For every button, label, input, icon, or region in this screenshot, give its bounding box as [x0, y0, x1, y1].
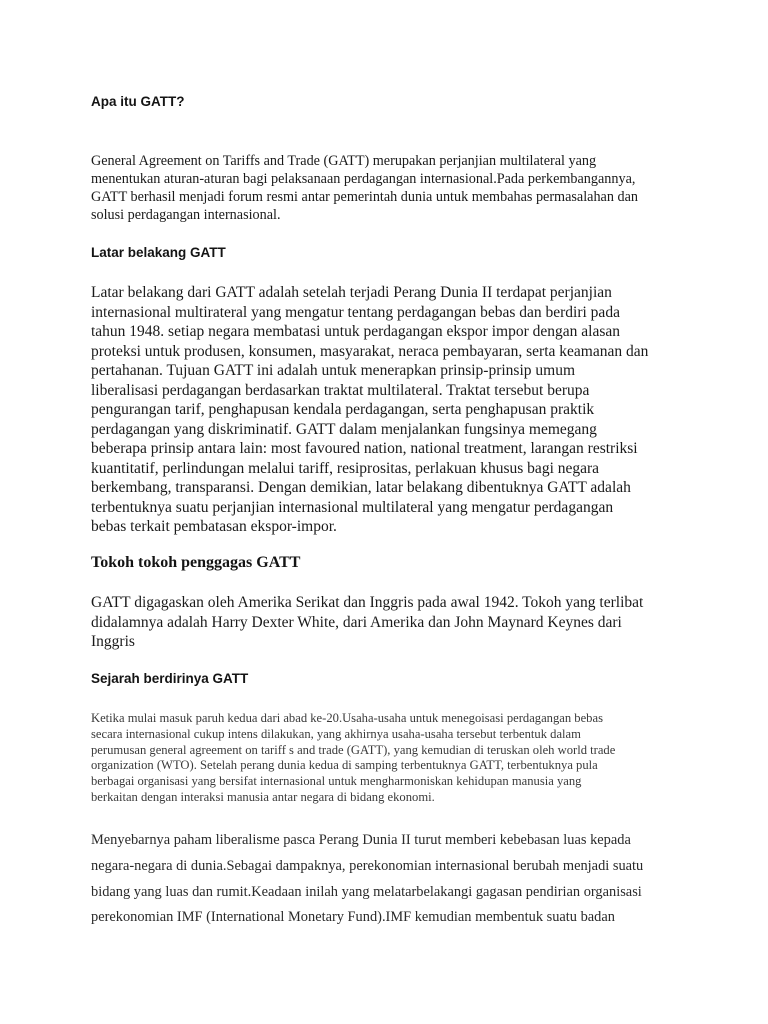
heading-sejarah-berdirinya: Sejarah berdirinya GATT — [91, 671, 249, 686]
paragraph-tokoh-penggagas — [91, 593, 691, 652]
text-line: Ketika mulai masuk paruh kedua dari abad ke-20.Usaha-usaha untuk menegoisasi perdagangan bebas — [91, 711, 603, 725]
text-line: tahun 1948. setiap negara membatasi untuk perdagangan ekspor impor dengan alasan — [91, 323, 620, 340]
text-line: internasional multirateral yang mengatur tentang perdagangan bebas dan berdiri pada — [91, 303, 620, 321]
text-line: secara internasional cukup intens dilakukan, yang akhirnya usaha-usaha tersebut terbentuk dalam — [91, 726, 581, 741]
text-line: menentukan aturan-aturan bagi pelaksanaan perdagangan internasional.Pada perkembangannya, — [91, 170, 636, 187]
text-line: pengurangan tarif, penghapusan kendala perdagangan, serta penghapusan praktik — [91, 401, 595, 418]
heading-latar-belakang: Latar belakang GATT — [91, 245, 226, 260]
text-line: GATT berhasil menjadi forum resmi antar pemerintah dunia untuk membahas permasalahan dan — [91, 188, 638, 205]
text-line: proteksi untuk produsen, konsumen, masyarakat, neraca pembayaran, serta keamanan dan — [91, 342, 649, 360]
text-line: kuantitatif, perlindungan melalui tariff, resiprositas, perlakuan khusus bagi negara — [91, 459, 600, 477]
text-line: berbagai organisasi yang bersifat internasional untuk mengharmoniskan kehidupan manusia yang — [91, 774, 582, 789]
text-line: Latar belakang dari GATT adalah setelah terjadi Perang Dunia II terdapat perjanjian — [91, 284, 612, 301]
text-line: Inggris — [91, 633, 135, 650]
text-line: pertahanan. Tujuan GATT ini adalah untuk menerapkan prinsip-prinsip umum — [91, 362, 576, 379]
text-line: terbentuknya suatu perjanjian internasional multilateral yang mengatur perdagangan — [91, 498, 614, 516]
paragraph-apa-itu-gatt — [91, 153, 691, 225]
paragraph-sejarah-2 — [91, 828, 691, 931]
text-line: solusi perdagangan internasional. — [91, 206, 281, 223]
text-line: organization (WTO). Setelah perang dunia kedua di samping terbentuknya GATT, terbentuknya pula — [91, 758, 598, 773]
text-line: negara-negara di dunia.Sebagai dampaknya, perekonomian internasional berubah menjadi suatu — [91, 857, 644, 874]
text-line: GATT digagaskan oleh Amerika Serikat dan Inggris pada awal 1942. Tokoh yang terlibat — [91, 594, 644, 611]
text-line: perumusan general agreement on tariff s and trade (GATT), yang kemudian di teruskan oleh world trade — [91, 742, 616, 757]
text-line: berkembang, transparansi. Dengan demikian, latar belakang dibentuknya GATT adalah — [91, 479, 631, 496]
text-line: perdagangan yang diskriminatif. GATT dalam menjalankan fungsinya memegang — [91, 420, 597, 438]
text-line: liberalisasi perdagangan berdasarkan traktat multilateral. Traktat tersebut berupa — [91, 381, 590, 399]
heading-apa-itu-gatt: Apa itu GATT? — [91, 94, 185, 109]
text-line: bebas terkait pembatasan ekspor-impor. — [91, 518, 337, 535]
text-line: bidang yang luas dan rumit.Keadaan inilah yang melatarbelakangi gagasan pendirian organisasi — [91, 883, 642, 900]
paragraph-latar-belakang — [91, 283, 691, 537]
heading-tokoh-penggagas: Tokoh tokoh penggagas GATT — [91, 554, 301, 571]
text-line: beberapa prinsip antara lain: most favoured nation, national treatment, larangan restriksi — [91, 440, 638, 457]
paragraph-sejarah-1 — [91, 711, 691, 806]
text-line: General Agreement on Tariffs and Trade (GATT) merupakan perjanjian multilateral yang — [91, 153, 597, 169]
text-line: berkaitan dengan interaksi manusia antar negara di bidang ekonomi. — [91, 789, 435, 804]
text-line: perekonomian IMF (International Monetary Fund).IMF kemudian membentuk suatu badan — [91, 909, 615, 926]
text-line: didalamnya adalah Harry Dexter White, dari Amerika dan John Maynard Keynes dari — [91, 613, 622, 631]
text-line: Menyebarnya paham liberalisme pasca Perang Dunia II turut memberi kebebasan luas kepada — [91, 832, 631, 848]
